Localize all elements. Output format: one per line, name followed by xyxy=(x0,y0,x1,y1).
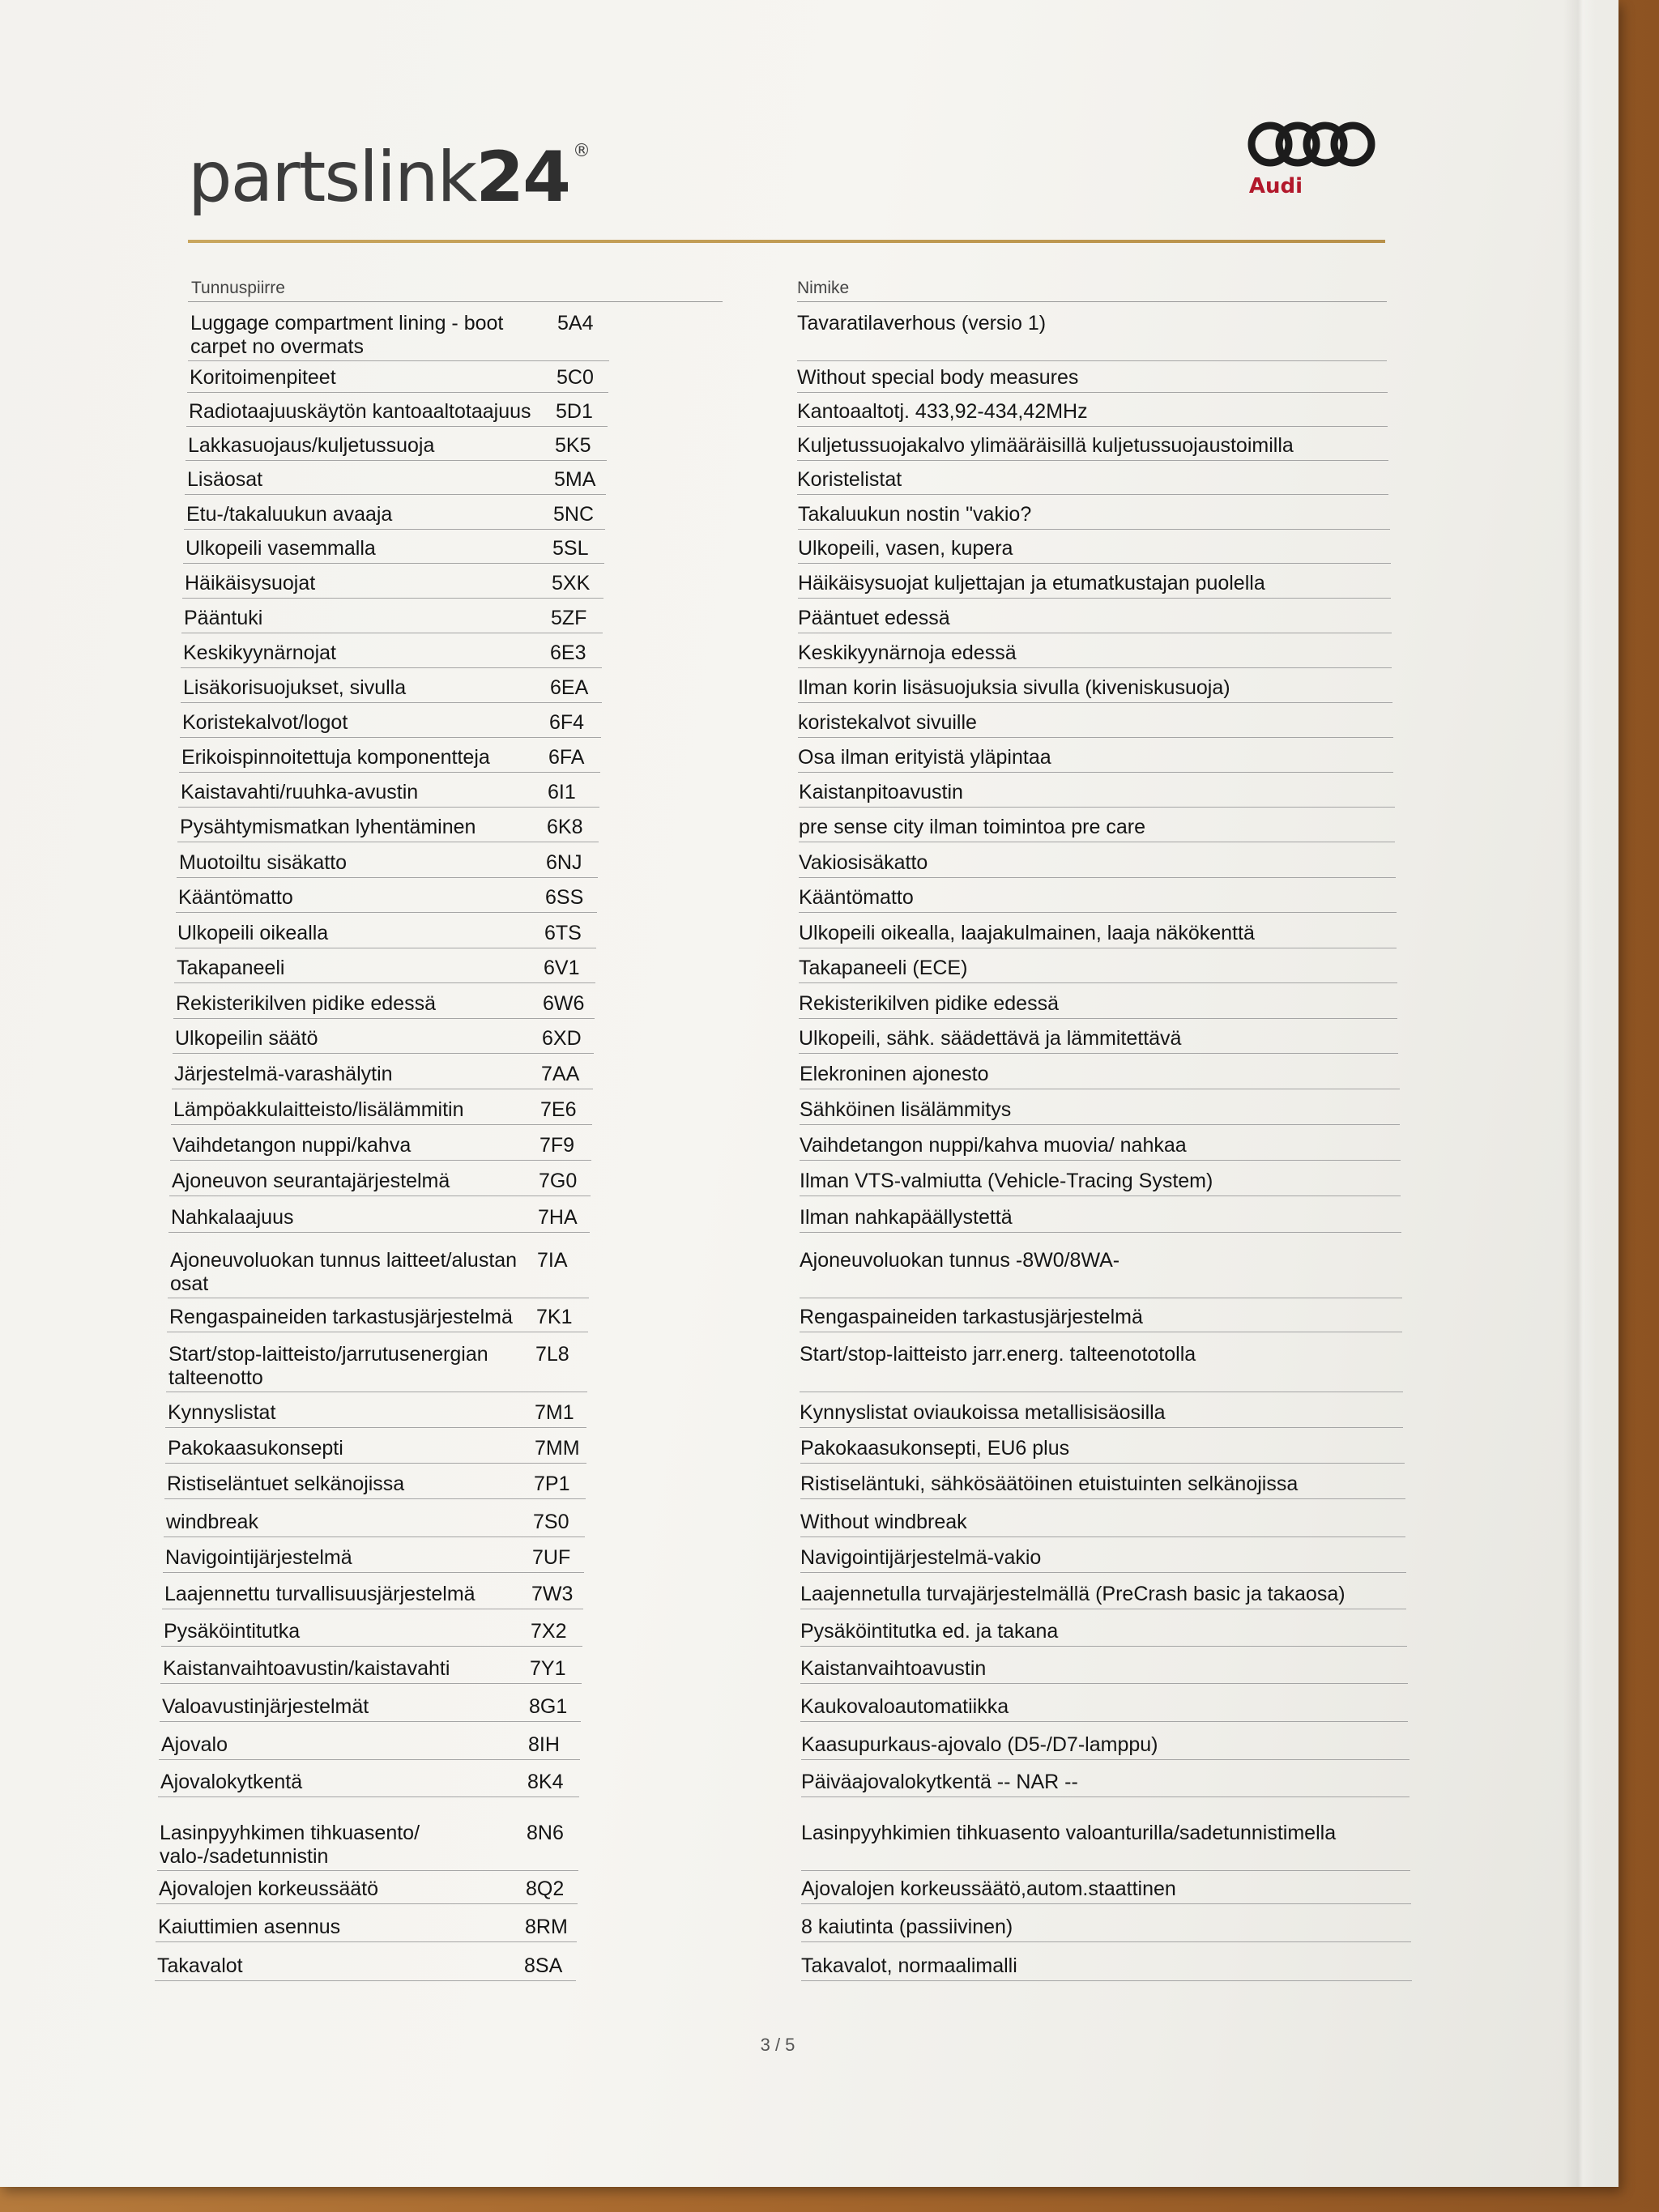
row-divider-right xyxy=(798,529,1390,530)
row-divider-right xyxy=(799,1053,1398,1054)
row-divider-left xyxy=(181,667,602,668)
title-cell: Navigointijärjestelmä-vakio xyxy=(800,1546,1042,1569)
title-cell: Rekisterikilven pidike edessä xyxy=(799,992,1059,1015)
feature-cell: Start/stop-laitteisto/jarrutusenergian talteenotto xyxy=(168,1343,488,1389)
row-divider-right xyxy=(800,1160,1401,1161)
title-cell: Sähköinen lisälämmitys xyxy=(800,1098,1012,1121)
feature-cell: Takavalot xyxy=(157,1954,243,1977)
code-cell: 6E3 xyxy=(550,641,586,664)
title-cell: Keskikyynärnoja edessä xyxy=(798,641,1017,664)
code-cell: 5MA xyxy=(554,468,596,491)
row-divider-left xyxy=(179,772,600,773)
title-cell: Laajennetulla turvajärjestelmällä (PreCrash basic ja takaosa) xyxy=(800,1583,1346,1605)
feature-cell: Lisäosat xyxy=(187,468,263,491)
code-cell: 6I1 xyxy=(548,781,576,803)
code-cell: 5D1 xyxy=(556,400,593,423)
feature-cell: Pääntuki xyxy=(184,607,263,629)
header-feature: Tunnuspiirre xyxy=(191,279,285,297)
row-divider-right xyxy=(798,598,1391,599)
row-divider-left xyxy=(186,426,608,427)
feature-cell: Ulkopeili oikealla xyxy=(177,922,329,944)
title-cell: Kantoaaltotj. 433,92-434,42MHz xyxy=(797,400,1088,423)
title-cell: Kääntömatto xyxy=(799,886,914,909)
feature-cell: Pysäköintitutka xyxy=(164,1620,301,1643)
title-cell: Ajovalojen korkeussäätö,autom.staattinen xyxy=(801,1877,1176,1900)
feature-cell: Ajovalo xyxy=(161,1733,228,1756)
feature-cell: Ajovalojen korkeussäätö xyxy=(159,1877,378,1900)
row-divider-right xyxy=(801,1903,1411,1904)
row-divider-left xyxy=(178,807,599,808)
row-divider-left xyxy=(183,563,604,564)
row-divider-left xyxy=(187,392,608,393)
code-cell: 5XK xyxy=(552,572,591,595)
code-cell: 7K1 xyxy=(536,1306,573,1328)
feature-cell: Laajennettu turvallisuusjärjestelmä xyxy=(164,1583,476,1605)
row-divider-right xyxy=(800,1536,1405,1537)
row-divider-right xyxy=(800,1232,1401,1233)
row-divider-left xyxy=(158,1796,579,1797)
row-divider-right xyxy=(799,912,1397,913)
row-divider-left xyxy=(163,1572,584,1573)
feature-cell: Luggage compartment lining - boot carpet no overmats xyxy=(190,312,504,358)
title-cell: Pysäköintitutka ed. ja takana xyxy=(800,1620,1059,1643)
code-cell: 7L8 xyxy=(535,1343,569,1366)
row-divider-right xyxy=(800,1498,1405,1499)
row-divider-right xyxy=(797,360,1387,361)
row-divider-right xyxy=(799,807,1395,808)
title-cell: Takavalot, normaalimalli xyxy=(801,1954,1017,1977)
title-cell: Ulkopeili oikealla, laajakulmainen, laaja näkökenttä xyxy=(799,922,1255,944)
row-divider-left xyxy=(173,1018,595,1019)
title-cell: Ajoneuvoluokan tunnus -8W0/8WA- xyxy=(800,1249,1120,1272)
row-divider-right xyxy=(800,1646,1407,1647)
row-divider-left xyxy=(156,1903,578,1904)
code-cell: 8RM xyxy=(525,1916,568,1938)
feature-cell: Erikoispinnoitettuja komponentteja xyxy=(181,746,490,769)
title-cell: Ilman korin lisäsuojuksia sivulla (kiveniskusuoja) xyxy=(798,676,1230,699)
row-divider-right xyxy=(800,1721,1408,1722)
code-cell: 7E6 xyxy=(540,1098,577,1121)
feature-cell: Keskikyynärnojat xyxy=(183,641,336,664)
title-cell: Pääntuet edessä xyxy=(798,607,950,629)
code-cell: 6SS xyxy=(545,886,584,909)
logo-text-number: 24 xyxy=(476,137,569,218)
row-divider-right xyxy=(797,392,1388,393)
code-cell: 6K8 xyxy=(547,816,583,838)
title-cell: Kuljetussuojakalvo ylimääräisillä kuljetussuojaustoimilla xyxy=(797,434,1294,457)
title-cell: Rengaspaineiden tarkastusjärjestelmä xyxy=(800,1306,1143,1328)
row-divider-left xyxy=(176,912,597,913)
code-cell: 6NJ xyxy=(546,851,582,874)
feature-cell: Lasinpyyhkimen tihkuasento/ valo-/sadetunnistin xyxy=(160,1822,420,1868)
feature-cell: windbreak xyxy=(166,1511,258,1533)
row-divider-left xyxy=(170,1160,591,1161)
title-cell: Ristiseläntuki, sähkösäätöinen etuistuinten selkänojissa xyxy=(800,1473,1299,1495)
row-divider-left xyxy=(173,1053,594,1054)
row-divider-right xyxy=(798,772,1393,773)
header-title: Nimike xyxy=(797,279,850,297)
feature-cell: Nahkalaajuus xyxy=(171,1206,294,1229)
code-cell: 6XD xyxy=(542,1027,582,1050)
feature-cell: Järjestelmä-varashälytin xyxy=(174,1063,393,1085)
row-divider-right xyxy=(797,494,1388,495)
code-cell: 5K5 xyxy=(555,434,591,457)
feature-cell: Pakokaasukonsepti xyxy=(168,1437,343,1460)
feature-cell: Häikäisysuojat xyxy=(185,572,316,595)
feature-cell: Pysähtymismatkan lyhentäminen xyxy=(180,816,476,838)
feature-cell: Ajoneuvon seurantajärjestelmä xyxy=(172,1170,450,1192)
feature-cell: Kaiuttimien asennus xyxy=(158,1916,341,1938)
row-divider-left xyxy=(157,1870,578,1871)
row-divider-left xyxy=(174,982,595,983)
title-cell: 8 kaiutinta (passiivinen) xyxy=(801,1916,1013,1938)
row-divider-left xyxy=(164,1536,585,1537)
row-divider-right xyxy=(801,1870,1410,1871)
feature-cell: Ajovalokytkentä xyxy=(160,1771,303,1793)
row-divider-left xyxy=(171,1124,592,1125)
feature-cell: Kaistavahti/ruuhka-avustin xyxy=(181,781,419,803)
code-cell: 7IA xyxy=(537,1249,568,1272)
code-cell: 5A4 xyxy=(557,312,594,335)
feature-cell: Ajoneuvoluokan tunnus laitteet/alustan osat xyxy=(170,1249,518,1295)
code-cell: 7MM xyxy=(535,1437,580,1460)
title-cell: Start/stop-laitteisto jarr.energ. talteenototolla xyxy=(800,1343,1196,1366)
feature-cell: Koritoimenpiteet xyxy=(190,366,336,389)
code-cell: 7Y1 xyxy=(530,1657,566,1680)
feature-cell: Muotoiltu sisäkatto xyxy=(179,851,348,874)
feature-cell: Ulkopeili vasemmalla xyxy=(186,537,376,560)
feature-cell: Ulkopeilin säätö xyxy=(175,1027,318,1050)
title-cell: Vakiosisäkatto xyxy=(799,851,928,874)
title-cell: Without windbreak xyxy=(800,1511,967,1533)
feature-cell: Valoavustinjärjestelmät xyxy=(162,1695,369,1718)
feature-cell: Koristekalvot/logot xyxy=(182,711,348,734)
code-cell: 7UF xyxy=(532,1546,571,1569)
code-cell: 5ZF xyxy=(551,607,587,629)
row-divider-left xyxy=(184,529,605,530)
code-cell: 7F9 xyxy=(539,1134,575,1157)
code-cell: 7X2 xyxy=(531,1620,567,1643)
row-divider-right xyxy=(800,1427,1403,1428)
title-cell: Osa ilman erityistä yläpintaa xyxy=(798,746,1051,769)
row-divider-left xyxy=(155,1980,576,1981)
title-cell: Without special body measures xyxy=(797,366,1079,389)
code-cell: 6TS xyxy=(544,922,582,944)
title-cell: Kaistanpitoavustin xyxy=(799,781,963,803)
code-cell: 7W3 xyxy=(531,1583,574,1605)
feature-cell: Kääntömatto xyxy=(178,886,293,909)
title-cell: Vaihdetangon nuppi/kahva muovia/ nahkaa xyxy=(800,1134,1187,1157)
title-cell: pre sense city ilman toimintoa pre care xyxy=(799,816,1145,838)
row-divider-right xyxy=(799,877,1396,878)
row-divider-left xyxy=(164,1498,586,1499)
title-cell: Takaluukun nostin "vakio? xyxy=(798,503,1032,526)
row-divider-right xyxy=(799,1018,1397,1019)
feature-cell: Radiotaajuuskäytön kantoaaltotaajuus xyxy=(189,400,531,423)
title-cell: Ulkopeili, sähk. säädettävä ja lämmitettävä xyxy=(799,1027,1182,1050)
row-divider-right xyxy=(801,1796,1410,1797)
code-cell: 7P1 xyxy=(534,1473,570,1495)
code-cell: 7HA xyxy=(538,1206,578,1229)
row-divider-left xyxy=(181,702,602,703)
title-cell: Kaasupurkaus-ajovalo (D5-/D7-lamppu) xyxy=(801,1733,1158,1756)
row-divider-left xyxy=(156,1941,577,1942)
row-divider-right xyxy=(798,563,1391,564)
title-cell: Elekroninen ajonesto xyxy=(800,1063,989,1085)
row-divider-right xyxy=(798,737,1393,738)
row-divider-right xyxy=(801,1941,1411,1942)
row-divider-left xyxy=(161,1646,582,1647)
row-divider-left xyxy=(177,877,598,878)
logo-registered-mark: ® xyxy=(572,141,589,161)
code-cell: 6W6 xyxy=(543,992,585,1015)
title-cell: Takapaneeli (ECE) xyxy=(799,957,968,979)
row-divider-left xyxy=(160,1683,582,1684)
row-divider-right xyxy=(801,1759,1410,1760)
title-cell: Kaukovaloautomatiikka xyxy=(800,1695,1009,1718)
code-cell: 5NC xyxy=(553,503,595,526)
code-cell: 7M1 xyxy=(535,1401,574,1424)
code-cell: 6EA xyxy=(550,676,589,699)
row-divider-left xyxy=(160,1721,581,1722)
row-divider-left xyxy=(180,737,601,738)
logo-text-main: partslink xyxy=(188,137,476,218)
row-divider-right xyxy=(798,667,1392,668)
page-number: 3 / 5 xyxy=(760,2035,795,2055)
code-cell: 8G1 xyxy=(529,1695,568,1718)
title-cell: Koristelistat xyxy=(797,468,902,491)
title-cell: Häikäisysuojat kuljettajan ja etumatkustajan puolella xyxy=(798,572,1265,595)
feature-cell: Lisäkorisuojukset, sivulla xyxy=(183,676,407,699)
row-divider-right xyxy=(799,982,1397,983)
row-divider-left xyxy=(185,494,606,495)
code-cell: 5C0 xyxy=(557,366,594,389)
feature-cell: Ristiseläntuet selkänojissa xyxy=(167,1473,405,1495)
code-cell: 7AA xyxy=(541,1063,580,1085)
title-cell: Lasinpyyhkimien tihkuasento valoanturilla/sadetunnistimella xyxy=(801,1822,1337,1844)
title-cell: Kaistanvaihtoavustin xyxy=(800,1657,987,1680)
feature-cell: Lakkasuojaus/kuljetussuoja xyxy=(188,434,435,457)
title-cell: Tavaratilaverhous (versio 1) xyxy=(797,312,1047,335)
title-cell: koristekalvot sivuille xyxy=(798,711,977,734)
feature-cell: Lämpöakkulaitteisto/lisälämmitin xyxy=(173,1098,464,1121)
feature-cell: Rekisterikilven pidike edessä xyxy=(176,992,436,1015)
code-cell: 7S0 xyxy=(533,1511,569,1533)
code-cell: 6FA xyxy=(548,746,585,769)
code-cell: 6V1 xyxy=(544,957,580,979)
feature-cell: Kaistanvaihtoavustin/kaistavahti xyxy=(163,1657,450,1680)
row-divider-right xyxy=(797,460,1388,461)
code-cell: 8SA xyxy=(524,1954,563,1977)
code-cell: 8K4 xyxy=(527,1771,564,1793)
row-divider-left xyxy=(188,360,609,361)
title-cell: Pakokaasukonsepti, EU6 plus xyxy=(800,1437,1070,1460)
row-divider-right xyxy=(798,702,1392,703)
title-cell: Kynnyslistat oviaukoissa metallisisäosilla xyxy=(800,1401,1166,1424)
feature-cell: Navigointijärjestelmä xyxy=(165,1546,352,1569)
row-divider-right xyxy=(800,1124,1400,1125)
row-divider-left xyxy=(182,598,603,599)
row-divider-right xyxy=(800,1463,1405,1464)
row-divider-right xyxy=(800,1683,1408,1684)
title-cell: Ilman nahkapäällystettä xyxy=(800,1206,1013,1229)
code-cell: 8N6 xyxy=(527,1822,564,1844)
feature-cell: Etu-/takaluukun avaaja xyxy=(186,503,393,526)
row-divider-left xyxy=(186,460,607,461)
title-cell: Ilman VTS-valmiutta (Vehicle-Tracing System) xyxy=(800,1170,1213,1192)
audi-label: Audi xyxy=(1248,174,1303,198)
title-cell: Ulkopeili, vasen, kupera xyxy=(798,537,1013,560)
code-cell: 7G0 xyxy=(539,1170,578,1192)
title-cell: Päiväajovalokytkentä -- NAR -- xyxy=(801,1771,1078,1793)
row-divider-left xyxy=(165,1427,586,1428)
row-divider-right xyxy=(801,1980,1412,1981)
code-cell: 8Q2 xyxy=(526,1877,565,1900)
feature-cell: Takapaneeli xyxy=(177,957,285,979)
code-cell: 8IH xyxy=(528,1733,560,1756)
row-divider-right xyxy=(800,1572,1406,1573)
row-divider-left xyxy=(168,1232,590,1233)
feature-cell: Rengaspaineiden tarkastusjärjestelmä xyxy=(169,1306,513,1328)
row-divider-left xyxy=(159,1759,580,1760)
row-divider-right xyxy=(797,426,1388,427)
code-cell: 5SL xyxy=(552,537,589,560)
code-cell: 6F4 xyxy=(549,711,585,734)
feature-cell: Vaihdetangon nuppi/kahva xyxy=(173,1134,412,1157)
row-divider-left xyxy=(165,1463,586,1464)
feature-cell: Kynnyslistat xyxy=(168,1401,276,1424)
